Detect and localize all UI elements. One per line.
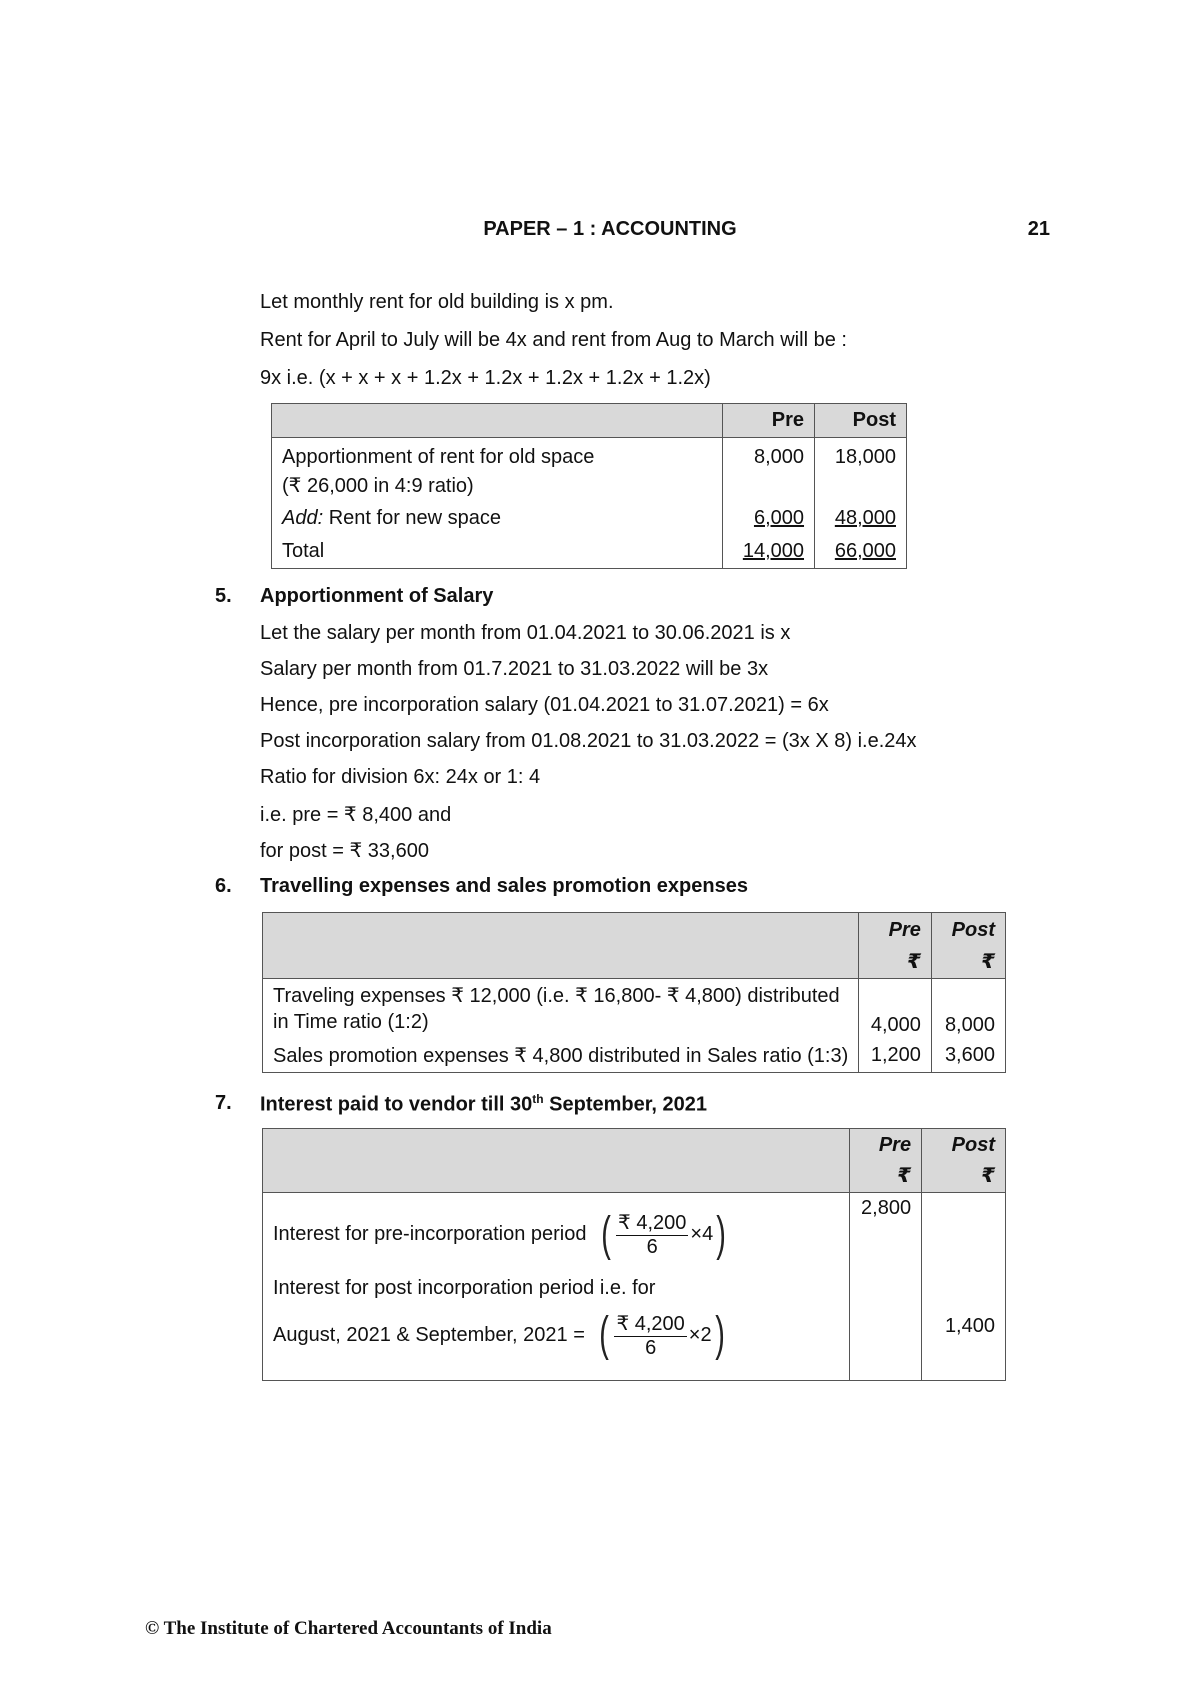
intro-line-2: Rent for April to July will be 4x and rent from Aug to March will be : xyxy=(260,329,847,351)
section-number: 5. xyxy=(215,585,232,607)
row-label-line: in Time ratio (1:2) xyxy=(273,1011,429,1033)
salary-line-5: Ratio for division 6x: 24x or 1: 4 xyxy=(260,766,541,788)
cell-post-value: 66,000 xyxy=(834,539,896,562)
fraction-formula xyxy=(596,1308,727,1361)
row-label-line: (₹ 26,000 in 4:9 ratio) xyxy=(282,475,474,497)
left-paren-icon: ( xyxy=(599,1308,610,1361)
rupee-symbol: ₹ xyxy=(897,1164,912,1187)
rent-apportionment-table xyxy=(271,403,907,569)
cell-post xyxy=(815,501,907,535)
table-row xyxy=(263,979,1006,1039)
section-title: Travelling expenses and sales promotion expenses xyxy=(260,875,748,897)
column-header-pre-label: Pre xyxy=(878,1133,912,1156)
rupee-symbol: ₹ xyxy=(981,1164,995,1187)
fraction-denominator: 6 xyxy=(645,1336,657,1359)
cell-pre xyxy=(850,1277,922,1381)
row-label-pre-interest xyxy=(263,1193,850,1277)
row-label-line: Traveling expenses ₹ 12,000 (i.e. ₹ 16,800- ₹ 4,800) distributed xyxy=(273,985,840,1007)
column-header-pre xyxy=(850,1129,922,1193)
cell-post: 18,000 xyxy=(815,438,907,502)
row-label-old-space xyxy=(272,438,723,502)
row-label-text: August, 2021 & September, 2021 = xyxy=(273,1323,585,1346)
cell-pre-value: 14,000 xyxy=(742,539,805,562)
row-label-line: Apportionment of rent for old space xyxy=(282,446,595,468)
column-header-post-label: Post xyxy=(951,918,995,941)
section-title: Apportionment of Salary xyxy=(260,585,494,607)
cell-pre: 4,000 xyxy=(859,979,932,1039)
salary-line-1: Let the salary per month from 01.04.2021 to 30.06.2021 is x xyxy=(260,622,791,644)
section-title-text: September, 2021 xyxy=(543,1093,708,1116)
page-title: PAPER – 1 : ACCOUNTING xyxy=(483,218,737,240)
table-row xyxy=(263,1039,1006,1073)
salary-line-4: Post incorporation salary from 01.08.2021 to 31.03.2022 = (3x X 8) i.e.24x xyxy=(260,730,917,752)
rupee-symbol: ₹ xyxy=(981,950,995,973)
fraction xyxy=(614,1311,686,1360)
salary-line-7: for post = ₹ 33,600 xyxy=(260,840,429,862)
fraction-numerator: ₹ 4,200 xyxy=(618,1212,687,1235)
section-number: 7. xyxy=(215,1092,232,1114)
column-header-post: Post xyxy=(815,404,907,438)
cell-post: 1,400 xyxy=(922,1277,1006,1381)
row-label-sales-promotion: Sales promotion expenses ₹ 4,800 distributed in Sales ratio (1:3) xyxy=(263,1039,859,1073)
interest-table xyxy=(262,1128,1006,1381)
column-header-post-label: Post xyxy=(951,1133,995,1156)
cell-pre: 8,000 xyxy=(723,438,815,502)
column-header-pre xyxy=(859,913,932,979)
row-label-text: Interest for pre-incorporation period xyxy=(273,1223,587,1246)
intro-line-1: Let monthly rent for old building is x pm. xyxy=(260,291,614,313)
column-header-pre-label: Pre xyxy=(888,918,921,941)
left-paren-icon: ( xyxy=(601,1207,611,1261)
fraction-formula xyxy=(598,1207,729,1261)
intro-line-3: 9x i.e. (x + x + x + 1.2x + 1.2x + 1.2x + 1.2x + 1.2x) xyxy=(260,367,711,389)
row-label-total: Total xyxy=(272,535,723,568)
travelling-expenses-table xyxy=(262,912,1006,1073)
cell-pre xyxy=(723,501,815,535)
fraction-numerator: ₹ 4,200 xyxy=(616,1312,685,1335)
table-row xyxy=(272,438,907,502)
cell-pre: 2,800 xyxy=(850,1193,922,1277)
rupee-symbol: ₹ xyxy=(906,950,921,973)
row-label-formula-line xyxy=(273,1308,839,1361)
fraction xyxy=(616,1210,688,1259)
right-paren-icon: ) xyxy=(714,1308,725,1361)
table-row xyxy=(272,535,907,568)
page-number: 21 xyxy=(1027,218,1050,240)
salary-line-6: i.e. pre = ₹ 8,400 and xyxy=(260,804,452,826)
table-row xyxy=(272,501,907,535)
cell-post xyxy=(922,1193,1006,1277)
row-label-line: Interest for post incorporation period i.e. for xyxy=(273,1276,656,1299)
row-label-text: Rent for new space xyxy=(323,506,502,529)
table-header-row xyxy=(263,1129,1006,1193)
column-header-pre: Pre xyxy=(723,404,815,438)
column-header-post xyxy=(931,913,1005,979)
cell-pre xyxy=(723,535,815,568)
row-label-travelling xyxy=(263,979,859,1039)
header-blank-cell xyxy=(272,404,723,438)
ordinal-suffix: th xyxy=(532,1092,544,1106)
multiplier: ×4 xyxy=(690,1223,714,1246)
section-number: 6. xyxy=(215,875,232,897)
row-label-new-space xyxy=(272,501,723,535)
add-label: Add: xyxy=(282,506,324,529)
cell-post: 8,000 xyxy=(931,979,1005,1039)
cell-post xyxy=(815,535,907,568)
section-title-text: Interest paid to vendor till 30 xyxy=(260,1093,533,1116)
column-header-post xyxy=(922,1129,1006,1193)
multiplier: ×2 xyxy=(688,1323,712,1346)
row-label-post-interest xyxy=(263,1277,850,1381)
header-blank-cell xyxy=(263,1129,850,1193)
section-title xyxy=(260,1092,707,1117)
cell-pre: 1,200 xyxy=(859,1039,932,1073)
footer-copyright: © The Institute of Chartered Accountants of India xyxy=(145,1618,552,1639)
salary-line-3: Hence, pre incorporation salary (01.04.2021 to 31.07.2021) = 6x xyxy=(260,694,829,716)
header-blank-cell xyxy=(263,913,859,979)
cell-post: 3,600 xyxy=(931,1039,1005,1073)
right-paren-icon: ) xyxy=(716,1207,726,1261)
table-header-row xyxy=(263,913,1006,979)
cell-post-value: 48,000 xyxy=(834,506,896,529)
table-header-row xyxy=(272,404,907,438)
cell-pre-value: 6,000 xyxy=(753,506,805,529)
table-row xyxy=(263,1193,1006,1277)
fraction-denominator: 6 xyxy=(646,1236,658,1259)
salary-line-2: Salary per month from 01.7.2021 to 31.03.2022 will be 3x xyxy=(260,658,769,680)
table-row xyxy=(263,1277,1006,1381)
